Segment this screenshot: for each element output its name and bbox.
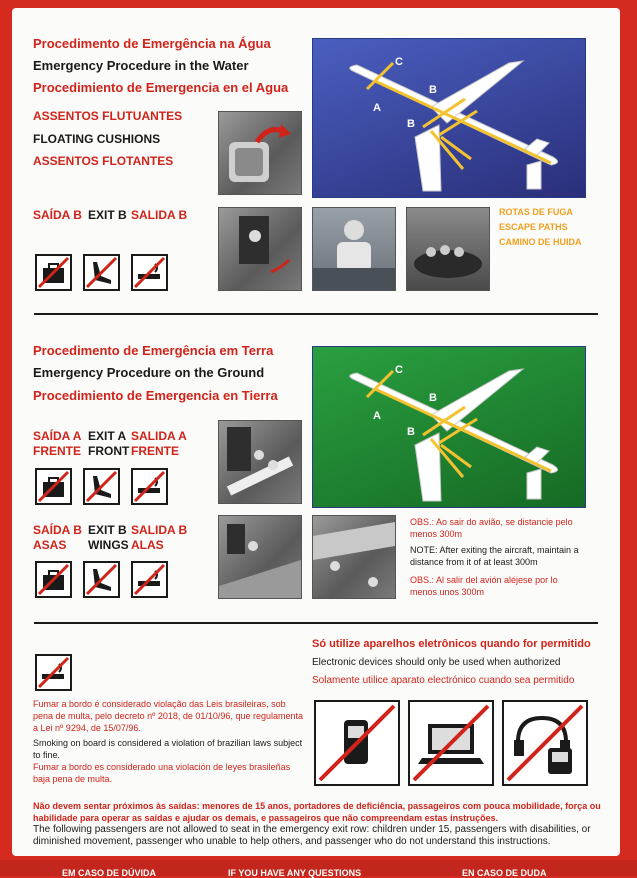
exitB-pt-1: SAÍDA B (33, 523, 82, 537)
exit-row-restriction-pt: Não devem sentar próximos às saídas: menores de 15 anos, portadores de deficiência, passageiros com pouca mobilidade, força ou habilidade para operar as saídas e ajudar os demais, e passageiros que não compreendam estas instruções. (33, 801, 601, 823)
water-title-pt: Procedimento de Emergência na Água (33, 36, 271, 51)
cushions-en: FLOATING CUSHIONS (33, 132, 161, 146)
distance-note-es: OBS.: Al salir del avión aléjese por lo menos unos 300m (410, 575, 558, 597)
no-smoking-icon (131, 561, 168, 598)
devices-note-es: Solamente utilice aparato electrónico cuando sea permitido (312, 675, 575, 686)
water-plane-diagram (312, 38, 586, 198)
no-baggage-icon (35, 254, 72, 291)
safety-card (12, 8, 620, 856)
footer-es: EN CASO DE DUDA (462, 868, 547, 878)
smoking-law-es: Fumar a bordo es considerado una violación de leyes brasileñas baja pena de multa. (33, 762, 291, 784)
wing-exit-photo (218, 515, 302, 599)
section-divider-2 (34, 622, 598, 624)
exit-row-restriction-en: The following passengers are not allowed to seat in the emergency exit row: children under 15, passengers with disabilities, or diminished movement, passenger who unable to help others, and passenger who do not understand this instructions. (33, 824, 591, 847)
front-slide-photo (218, 420, 302, 504)
footer-pt: EM CASO DE DÚVIDA (62, 868, 157, 878)
no-baggage-icon (35, 468, 72, 505)
no-smoking-icon (131, 468, 168, 505)
exitA-en-1: EXIT A (88, 429, 127, 443)
no-smoking-icon (131, 254, 168, 291)
smoking-law-en: Smoking on board is considered a violation of brazilian laws subject to fine. (33, 738, 303, 760)
ground-plane-label-b2: B (407, 426, 415, 438)
ground-plane-label-b1: B (429, 392, 437, 404)
exitA-es-2: FRENTE (131, 444, 179, 458)
escape-paths-en: ESCAPE PATHS (499, 222, 568, 232)
life-vest-photo (312, 207, 396, 291)
water-plane-label-b2: B (407, 118, 415, 130)
exitB-es-2: ALAS (131, 538, 164, 552)
no-high-heels-icon (83, 254, 120, 291)
ground-plane-diagram (312, 346, 586, 508)
ground-plane-label-c: C (395, 364, 403, 376)
water-title-es: Procedimiento de Emergencia en el Agua (33, 80, 289, 95)
exitB-es-1: SALIDA B (131, 523, 188, 537)
water-title-en: Emergency Procedure in the Water (33, 58, 249, 73)
mobile-phone-icon (314, 700, 400, 786)
life-raft-photo (406, 207, 490, 291)
devices-note-en: Electronic devices should only be used when authorized (312, 657, 561, 668)
exitA-pt-1: SAÍDA A (33, 429, 82, 443)
cushions-pt: ASSENTOS FLUTUANTES (33, 109, 183, 123)
smoking-law-pt: Fumar a bordo é considerado violação das Leis brasileiras, sob pena de multa, pelo decreto nº 2018, de 01/10/96, que regulamenta a Lei nº 9294, de 15/07/96. (33, 699, 303, 733)
ground-title-en: Emergency Procedure on the Ground (33, 365, 265, 380)
wing-descent-photo (312, 515, 396, 599)
ground-title-es: Procedimiento de Emergencia en Tierra (33, 388, 278, 403)
water-plane-label-b1: B (429, 84, 437, 96)
ground-title-pt: Procedimento de Emergência em Terra (33, 343, 274, 358)
headphones-player-icon (502, 700, 588, 786)
exitB-en-2: WINGS (88, 538, 129, 552)
section-divider-1 (34, 313, 598, 315)
escape-paths-pt: ROTAS DE FUGA (499, 207, 573, 217)
no-high-heels-icon (83, 468, 120, 505)
escape-paths-es: CAMINO DE HUIDA (499, 237, 582, 247)
distance-note-en: NOTE: After exiting the aircraft, maintain a distance from it of at least 300m (410, 545, 579, 567)
cushions-es: ASSENTOS FLOTANTES (33, 154, 174, 168)
floating-cushion-photo (218, 111, 302, 195)
exitA-pt-2: FRENTE (33, 444, 81, 458)
footer-en: IF YOU HAVE ANY QUESTIONS (228, 868, 362, 878)
water-plane-label-a: A (373, 102, 381, 114)
water-exit-es: SALIDA B (131, 208, 188, 222)
water-exit-en: EXIT B (88, 208, 127, 222)
no-baggage-icon (35, 561, 72, 598)
water-plane-label-c: C (395, 56, 403, 68)
exit-slide-photo (218, 207, 302, 291)
exitB-en-1: EXIT B (88, 523, 127, 537)
exitB-pt-2: ASAS (33, 538, 67, 552)
no-high-heels-icon (83, 561, 120, 598)
distance-note-pt: OBS.: Ao sair do avião, se distancie pelo menos 300m (410, 517, 573, 539)
exitA-en-2: FRONT (88, 444, 130, 458)
water-exit-pt: SAÍDA B (33, 208, 82, 222)
exitA-es-1: SALIDA A (131, 429, 187, 443)
laptop-icon (408, 700, 494, 786)
ground-plane-label-a: A (373, 410, 381, 422)
devices-note-pt: Só utilize aparelhos eletrônicos quando for permitido (312, 638, 591, 650)
footer-strip (0, 860, 637, 876)
no-smoking-icon (35, 654, 72, 691)
